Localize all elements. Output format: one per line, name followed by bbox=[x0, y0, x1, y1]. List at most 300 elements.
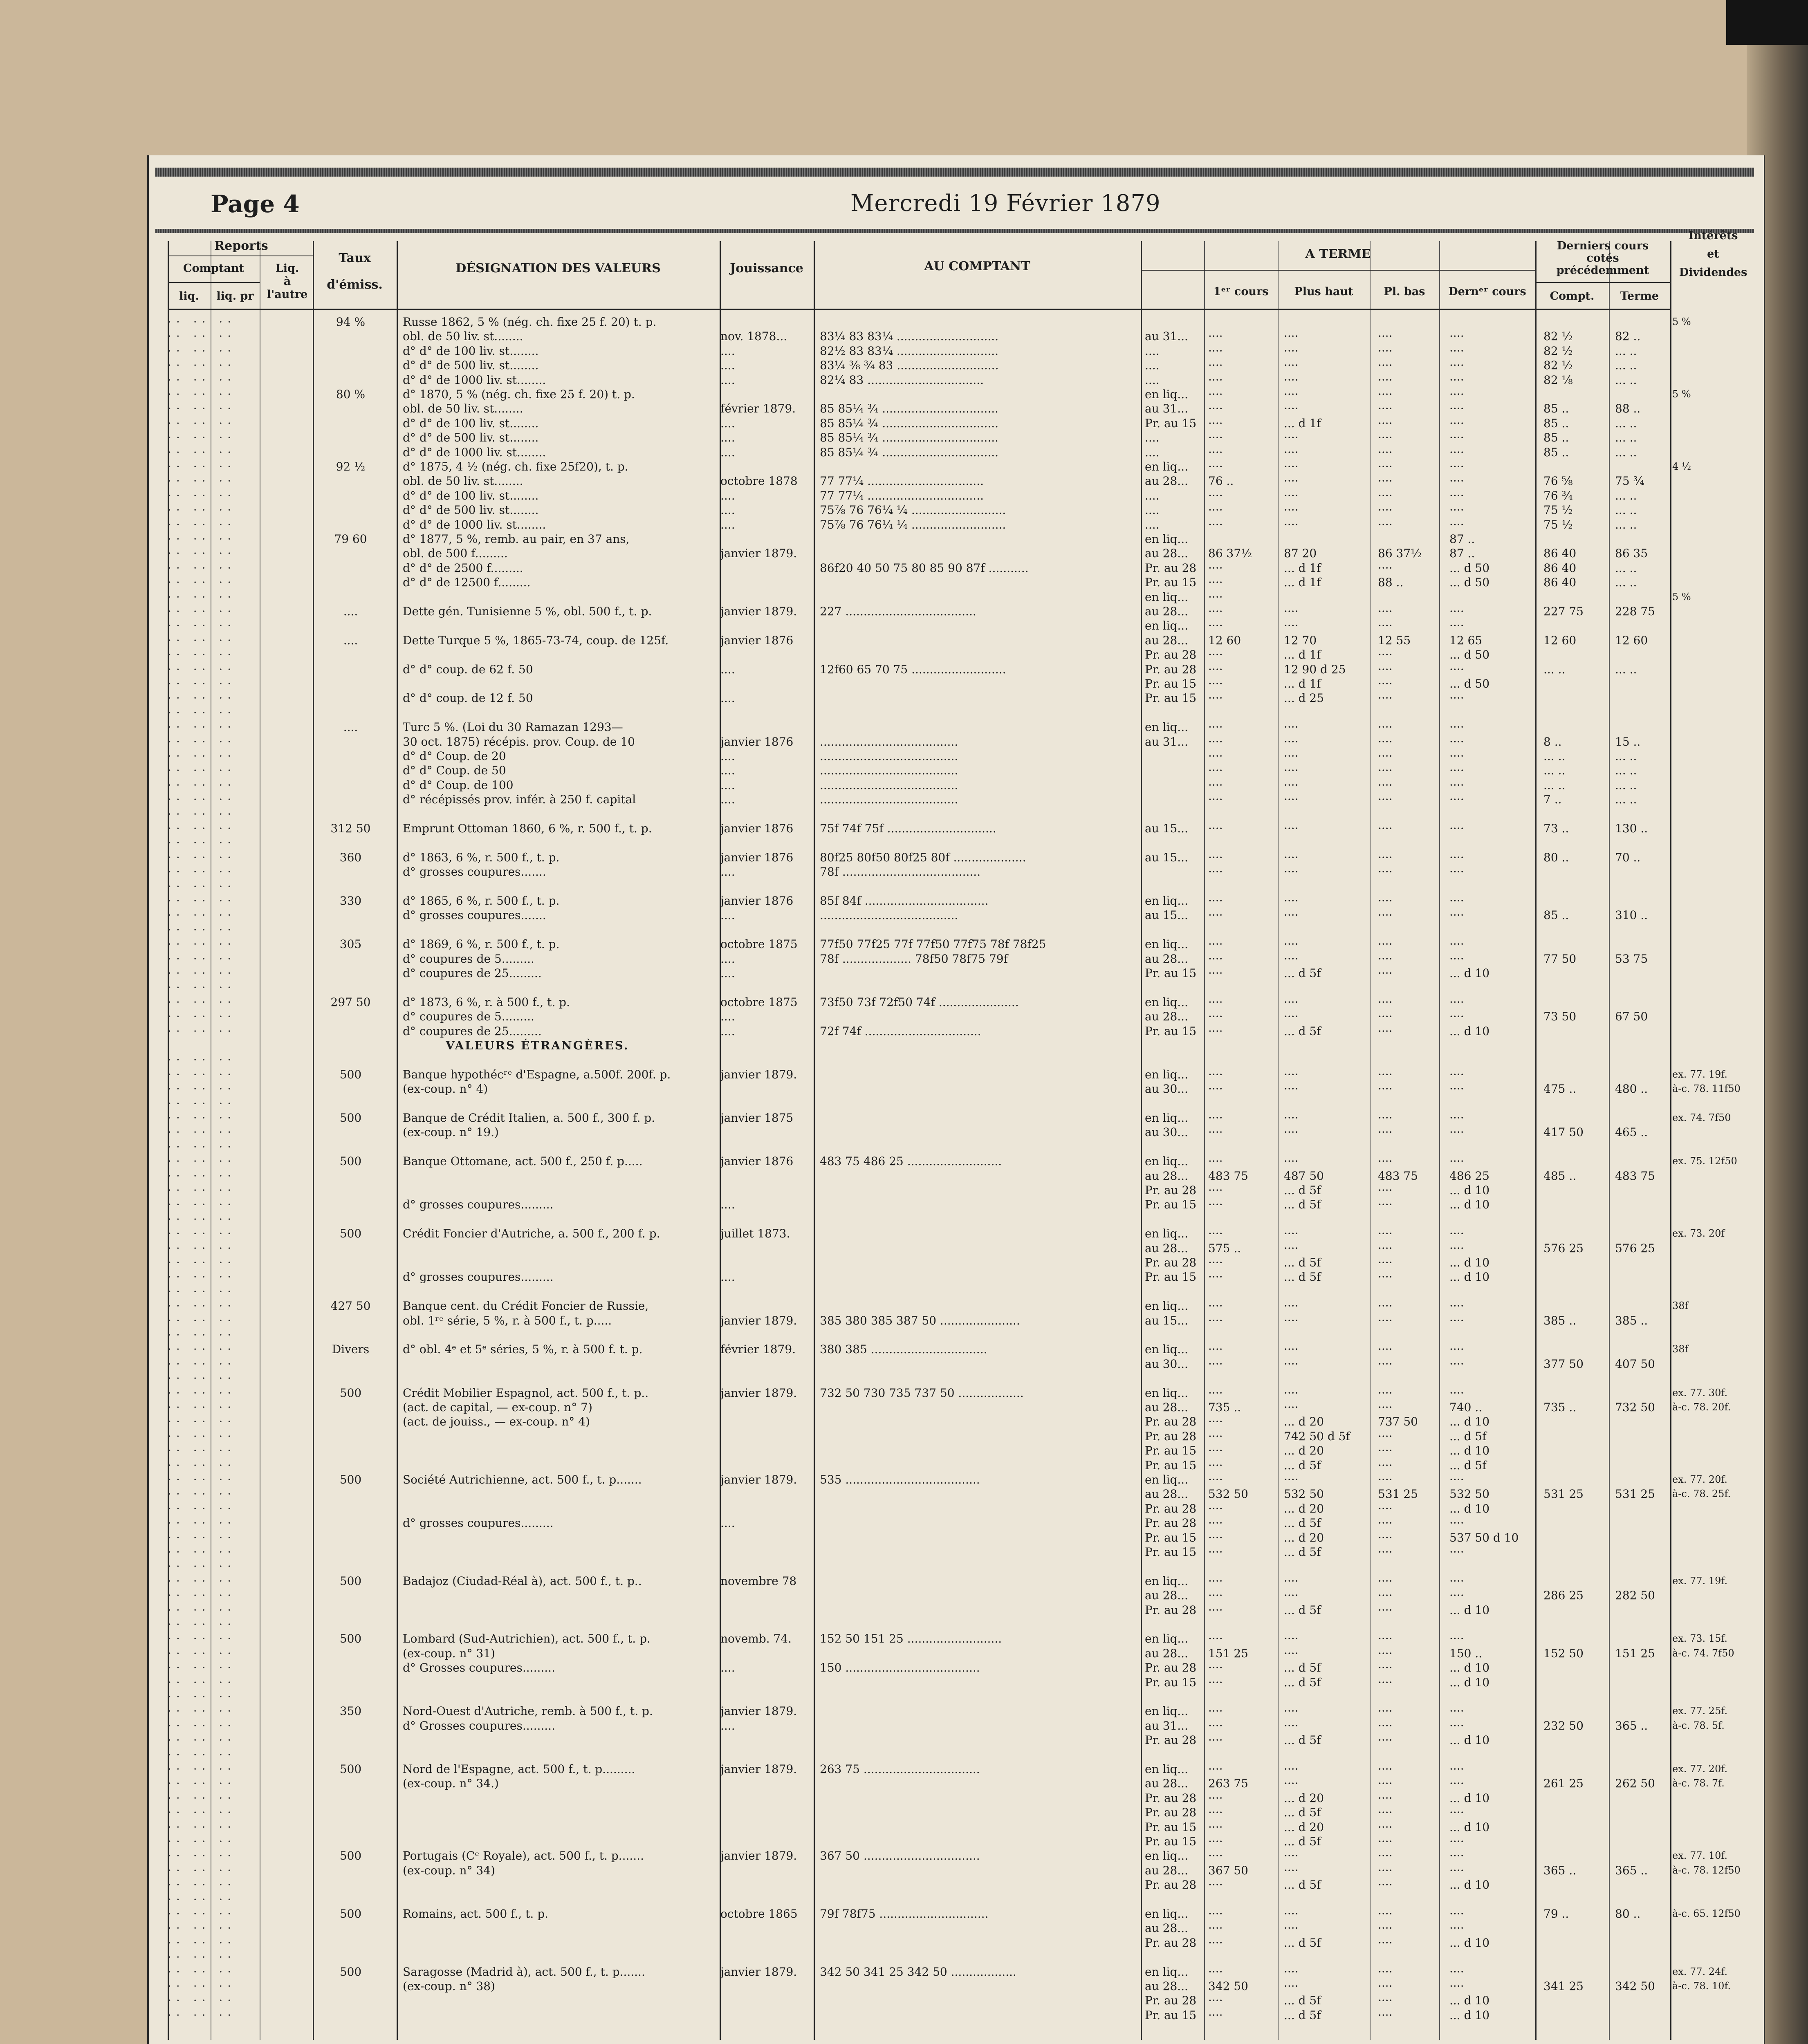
dernier-cours-cell: ···· bbox=[1449, 1704, 1464, 1718]
reports-cell: ·· ·· ·· bbox=[168, 764, 236, 778]
dernier-cours-cell: ···· bbox=[1449, 1762, 1464, 1776]
table-row bbox=[0, 1472, 1808, 1487]
table-row bbox=[0, 1892, 1808, 1907]
plus-haut-cell: ···· bbox=[1284, 894, 1299, 908]
terme-cell: 15 .. bbox=[1615, 735, 1641, 749]
dernier-cours-cell: ···· bbox=[1449, 1241, 1464, 1255]
dernier-cours-cell: ···· bbox=[1449, 503, 1464, 517]
terme-cell: 53 75 bbox=[1615, 952, 1648, 966]
plus-haut-cell: ... d 5f bbox=[1284, 1183, 1321, 1197]
terme-label-cell: Pr. au 28 bbox=[1145, 1415, 1197, 1429]
table-row bbox=[0, 1169, 1808, 1183]
premier-cours-cell: ···· bbox=[1208, 561, 1223, 575]
pl-bas-cell: ···· bbox=[1378, 1401, 1393, 1414]
reports-cell: ·· ·· ·· bbox=[168, 329, 236, 343]
page-date: Mercredi 19 Février 1879 bbox=[850, 190, 1161, 217]
reports-cell: ·· ·· ·· bbox=[168, 1284, 236, 1298]
premier-cours-cell: ···· bbox=[1208, 1632, 1223, 1646]
interets-cell: ex. 73. 15f. bbox=[1672, 1633, 1727, 1645]
taux-cell: 305 bbox=[339, 937, 362, 951]
reports-cell: ·· ·· ·· bbox=[168, 1010, 236, 1024]
dernier-cours-cell: ···· bbox=[1449, 894, 1464, 908]
table-row bbox=[0, 1719, 1808, 1733]
interets-cell: ex. 73. 20f bbox=[1672, 1228, 1725, 1239]
dernier-cours-cell: ···· bbox=[1449, 735, 1464, 749]
dernier-cours-cell: ···· bbox=[1449, 1863, 1464, 1877]
taux-cell: 500 bbox=[339, 1762, 362, 1776]
designation-cell: d° grosses coupures......... bbox=[403, 1516, 554, 1530]
designation-cell: obl. de 50 liv. st........ bbox=[403, 329, 523, 343]
terme-cell: ... .. bbox=[1615, 561, 1637, 575]
terme-cell: 82 .. bbox=[1615, 329, 1641, 343]
jouissance-cell: octobre 1865 bbox=[720, 1907, 798, 1921]
terme-label-cell: en liq... bbox=[1145, 1111, 1189, 1125]
dernier-cours-cell: 12 65 bbox=[1449, 633, 1483, 647]
designation-cell: Banque cent. du Crédit Foncier de Russie, bbox=[403, 1299, 649, 1313]
terme-cell: ... .. bbox=[1615, 373, 1637, 387]
table-row bbox=[0, 1849, 1808, 1863]
table-row bbox=[0, 1255, 1808, 1270]
pl-bas-cell: ···· bbox=[1378, 1299, 1393, 1313]
table-row bbox=[0, 1661, 1808, 1675]
table-row bbox=[0, 879, 1808, 894]
terme-label-cell: Pr. au 15 bbox=[1145, 1675, 1197, 1689]
taux-cell: Divers bbox=[332, 1342, 370, 1356]
plus-haut-cell: ... d 5f bbox=[1284, 1806, 1321, 1820]
dernier-cours-cell: ···· bbox=[1449, 1111, 1464, 1125]
premier-cours-cell: ···· bbox=[1208, 388, 1223, 401]
taux-cell: 500 bbox=[339, 1574, 362, 1588]
terme-label-cell: au 28... bbox=[1145, 1979, 1188, 1993]
compt-cell: 475 .. bbox=[1543, 1082, 1577, 1096]
terme-label-cell: en liq... bbox=[1145, 937, 1189, 951]
jouissance-cell: janvier 1876 bbox=[720, 894, 794, 908]
reports-cell: ·· ·· ·· bbox=[168, 1979, 236, 1993]
table-row bbox=[0, 1588, 1808, 1602]
pl-bas-cell: ···· bbox=[1378, 1473, 1393, 1486]
table-row bbox=[0, 1125, 1808, 1139]
dernier-cours-cell: ... d 10 bbox=[1449, 1994, 1490, 2008]
terme-label-cell: au 28... bbox=[1145, 1777, 1188, 1791]
dernier-cours-cell: ... d 10 bbox=[1449, 1444, 1490, 1458]
compt-cell: 79 .. bbox=[1543, 1907, 1569, 1921]
terme-label-cell: au 28... bbox=[1145, 1169, 1188, 1183]
designation-cell: d° 1869, 6 %, r. 500 f., t. p. bbox=[403, 937, 560, 951]
compt-cell: 76 ¾ bbox=[1543, 489, 1573, 502]
interets-cell: ex. 75. 12f50 bbox=[1672, 1155, 1737, 1167]
dernier-cours-cell: ···· bbox=[1449, 1125, 1464, 1139]
table-row bbox=[0, 749, 1808, 763]
premier-cours-cell: ···· bbox=[1208, 937, 1223, 951]
compt-cell: 77 50 bbox=[1543, 952, 1577, 966]
dernier-cours-cell: ... d 10 bbox=[1449, 1024, 1490, 1038]
plus-haut-cell: ... d 20 bbox=[1284, 1791, 1324, 1805]
pl-bas-cell: ···· bbox=[1378, 445, 1393, 459]
reports-cell: ·· ·· ·· bbox=[168, 1183, 236, 1197]
reports-cell: ·· ·· ·· bbox=[168, 1878, 236, 1892]
premier-cours-cell: ···· bbox=[1208, 329, 1223, 343]
designation-cell: Emprunt Ottoman 1860, 6 %, r. 500 f., t. p. bbox=[403, 822, 652, 835]
premier-cours-cell: ···· bbox=[1208, 1675, 1223, 1689]
table-row bbox=[0, 1559, 1808, 1573]
comptant-cell: ...................................... bbox=[820, 908, 958, 922]
terme-cell: 88 .. bbox=[1615, 402, 1641, 416]
reports-cell: ·· ·· ·· bbox=[168, 648, 236, 662]
pl-bas-cell: ···· bbox=[1378, 1849, 1393, 1863]
terme-cell: ... .. bbox=[1615, 503, 1637, 517]
designation-cell: d° d° de 1000 liv. st........ bbox=[403, 373, 546, 387]
dernier-cours-cell: ···· bbox=[1449, 1154, 1464, 1168]
reports-cell: ·· ·· ·· bbox=[168, 807, 236, 821]
reports-cell: ·· ·· ·· bbox=[168, 1806, 236, 1820]
designation-cell: (act. de capital, — ex-coup. n° 7) bbox=[403, 1401, 592, 1414]
premier-cours-cell: ···· bbox=[1208, 1603, 1223, 1617]
reports-cell: ·· ·· ·· bbox=[168, 1603, 236, 1617]
designation-cell: d° 1863, 6 %, r. 500 f., t. p. bbox=[403, 850, 560, 864]
comptant-cell: 12f60 65 70 75 .......................... bbox=[820, 662, 1006, 676]
reports-cell: ·· ·· ·· bbox=[168, 431, 236, 445]
dernier-cours-cell: 150 .. bbox=[1449, 1646, 1483, 1660]
pl-bas-cell: ···· bbox=[1378, 662, 1393, 676]
jouissance-cell: .... bbox=[720, 1270, 735, 1284]
plus-haut-cell: ···· bbox=[1284, 1646, 1299, 1660]
plus-haut-cell: ···· bbox=[1284, 1965, 1299, 1979]
dernier-cours-cell: ···· bbox=[1449, 908, 1464, 922]
terme-cell: ... .. bbox=[1615, 445, 1637, 459]
jouissance-cell: .... bbox=[720, 416, 735, 430]
table-row bbox=[0, 1502, 1808, 1516]
reports-cell: ·· ·· ·· bbox=[168, 1444, 236, 1458]
reports-cell: ·· ·· ·· bbox=[168, 445, 236, 459]
pl-bas-cell: ···· bbox=[1378, 359, 1393, 372]
jouissance-cell: janvier 1876 bbox=[720, 822, 794, 835]
terme-label-cell: .... bbox=[1145, 359, 1160, 372]
reports-cell: ·· ·· ·· bbox=[168, 1589, 236, 1602]
reports-cell: ·· ·· ·· bbox=[168, 1096, 236, 1110]
dernier-cours-cell: ···· bbox=[1449, 1979, 1464, 1993]
reports-cell: ·· ·· ·· bbox=[168, 1936, 236, 1950]
pl-bas-cell: 12 55 bbox=[1378, 633, 1411, 647]
premier-cours-cell: 86 37½ bbox=[1208, 547, 1252, 560]
premier-cours-cell: ···· bbox=[1208, 1198, 1223, 1212]
terme-cell: ... .. bbox=[1615, 749, 1637, 763]
table-row bbox=[0, 1024, 1808, 1038]
terme-cell: ... .. bbox=[1615, 778, 1637, 792]
table-row bbox=[0, 1965, 1808, 1979]
plus-haut-cell: ···· bbox=[1284, 1313, 1299, 1327]
table-row bbox=[0, 1212, 1808, 1226]
taux-cell: .... bbox=[343, 605, 358, 618]
taux-cell: 297 50 bbox=[330, 995, 371, 1009]
designation-cell: d° d° coup. de 12 f. 50 bbox=[403, 691, 533, 705]
table-row bbox=[0, 1328, 1808, 1342]
terme-label-cell: Pr. au 15 bbox=[1145, 1820, 1197, 1834]
plus-haut-cell: ... d 20 bbox=[1284, 1415, 1324, 1429]
pl-bas-cell: ···· bbox=[1378, 1198, 1393, 1212]
designation-cell: Russe 1862, 5 % (nég. ch. fixe 25 f. 20) t. p. bbox=[403, 315, 657, 329]
reports-cell: ·· ·· ·· bbox=[168, 315, 236, 329]
terme-cell: 465 .. bbox=[1615, 1125, 1648, 1139]
plus-haut-cell: ···· bbox=[1284, 431, 1299, 445]
comptant-cell: 483 75 486 25 .......................... bbox=[820, 1154, 1002, 1168]
reports-cell: ·· ·· ·· bbox=[168, 605, 236, 618]
pl-bas-cell: ···· bbox=[1378, 619, 1393, 633]
premier-cours-cell: ···· bbox=[1208, 1125, 1223, 1139]
dernier-cours-cell: ···· bbox=[1449, 937, 1464, 951]
dernier-cours-cell: ... d 50 bbox=[1449, 576, 1490, 589]
comptant-cell: 385 380 385 387 50 ...................... bbox=[820, 1313, 1020, 1327]
designation-cell: Banque de Crédit Italien, a. 500 f., 300 f. p. bbox=[403, 1111, 655, 1125]
designation-cell: d° d° de 1000 liv. st........ bbox=[403, 518, 546, 531]
dernier-cours-cell: ···· bbox=[1449, 1010, 1464, 1024]
terme-label-cell: Pr. au 28 bbox=[1145, 662, 1197, 676]
interets-cell: ex. 77. 20f. bbox=[1672, 1474, 1727, 1485]
terme-label-cell: en liq... bbox=[1145, 1849, 1189, 1863]
dernier-cours-cell: ... d 10 bbox=[1449, 1183, 1490, 1197]
section-title-row bbox=[0, 1038, 1808, 1053]
reports-cell: ·· ·· ·· bbox=[168, 1415, 236, 1429]
comptant-cell: 152 50 151 25 .......................... bbox=[820, 1632, 1002, 1646]
pl-bas-cell: ···· bbox=[1378, 1719, 1393, 1732]
jouissance-cell: .... bbox=[720, 662, 735, 676]
plus-haut-cell: ···· bbox=[1284, 908, 1299, 922]
dernier-cours-cell: ···· bbox=[1449, 1067, 1464, 1081]
plus-haut-cell: ... d 5f bbox=[1284, 1733, 1321, 1747]
plus-haut-cell: 487 50 bbox=[1284, 1169, 1324, 1183]
terme-cell: 282 50 bbox=[1615, 1589, 1655, 1602]
terme-label-cell: au 31... bbox=[1145, 1719, 1188, 1732]
reports-cell: ·· ·· ·· bbox=[168, 1661, 236, 1675]
designation-cell: Banque hypothécʳᵉ d'Espagne, a.500f. 200f. p. bbox=[403, 1067, 671, 1081]
terme-label-cell: en liq... bbox=[1145, 894, 1189, 908]
plus-haut-cell: ···· bbox=[1284, 822, 1299, 835]
plus-haut-cell: ···· bbox=[1284, 402, 1299, 416]
reports-cell: ·· ·· ·· bbox=[168, 489, 236, 502]
terme-cell: 480 .. bbox=[1615, 1082, 1648, 1096]
pl-bas-cell: ···· bbox=[1378, 937, 1393, 951]
compt-cell: 341 25 bbox=[1543, 1979, 1584, 1993]
dernier-cours-cell: ···· bbox=[1449, 329, 1464, 343]
pl-bas-cell: ···· bbox=[1378, 764, 1393, 778]
reports-cell: ·· ·· ·· bbox=[168, 836, 236, 850]
premier-cours-cell: ···· bbox=[1208, 2008, 1223, 2022]
premier-cours-cell: ···· bbox=[1208, 1227, 1223, 1241]
comptant-cell: 263 75 ................................ bbox=[820, 1762, 980, 1776]
comptant-cell: 86f20 40 50 75 80 85 90 87f ........... bbox=[820, 561, 1029, 575]
pl-bas-cell: ···· bbox=[1378, 1125, 1393, 1139]
table-row bbox=[0, 792, 1808, 807]
terme-cell: 151 25 bbox=[1615, 1646, 1655, 1660]
terme-label-cell: Pr. au 28 bbox=[1145, 1502, 1197, 1515]
jouissance-cell: .... bbox=[720, 373, 735, 387]
plus-haut-cell: ... d 20 bbox=[1284, 1820, 1324, 1834]
col-cotes: cotés bbox=[1586, 252, 1619, 264]
comptant-cell: 342 50 341 25 342 50 .................. bbox=[820, 1965, 1016, 1979]
terme-label-cell: en liq... bbox=[1145, 532, 1189, 546]
plus-haut-cell: 12 90 d 25 bbox=[1284, 662, 1346, 676]
pl-bas-cell: ···· bbox=[1378, 561, 1393, 575]
comptant-cell: ...................................... bbox=[820, 735, 958, 749]
pl-bas-cell: ···· bbox=[1378, 1661, 1393, 1675]
reports-cell: ·· ·· ·· bbox=[168, 547, 236, 560]
dernier-cours-cell: ···· bbox=[1449, 431, 1464, 445]
terme-label-cell: Pr. au 28 bbox=[1145, 1256, 1197, 1269]
premier-cours-cell: ···· bbox=[1208, 720, 1223, 734]
pl-bas-cell: ···· bbox=[1378, 1444, 1393, 1458]
premier-cours-cell: ···· bbox=[1208, 445, 1223, 459]
reports-cell: ·· ·· ·· bbox=[168, 1299, 236, 1313]
premier-cours-cell: ···· bbox=[1208, 865, 1223, 879]
comptant-cell: ...................................... bbox=[820, 778, 958, 792]
dernier-cours-cell: ···· bbox=[1449, 388, 1464, 401]
premier-cours-cell: ···· bbox=[1208, 749, 1223, 763]
reports-cell: ·· ·· ·· bbox=[168, 720, 236, 734]
reports-cell: ·· ·· ·· bbox=[168, 503, 236, 517]
compt-cell: 75 ½ bbox=[1543, 518, 1573, 531]
designation-cell: d° d° de 1000 liv. st........ bbox=[403, 445, 546, 459]
jouissance-cell: .... bbox=[720, 1516, 735, 1530]
plus-haut-cell: ···· bbox=[1284, 952, 1299, 966]
reports-cell: ·· ·· ·· bbox=[168, 1675, 236, 1689]
table-row bbox=[0, 1226, 1808, 1241]
plus-haut-cell: ···· bbox=[1284, 735, 1299, 749]
plus-haut-cell: ... d 20 bbox=[1284, 1502, 1324, 1515]
terme-label-cell: Pr. au 28 bbox=[1145, 648, 1197, 662]
comptant-cell: 78f ................... 78f50 78f75 79f bbox=[820, 952, 1008, 966]
table-row bbox=[0, 807, 1808, 821]
pl-bas-cell: ···· bbox=[1378, 605, 1393, 618]
table-row bbox=[0, 1748, 1808, 1762]
premier-cours-cell: ···· bbox=[1208, 518, 1223, 531]
terme-cell: 228 75 bbox=[1615, 605, 1655, 618]
interets-cell: à-c. 78. 10f. bbox=[1672, 1980, 1731, 1992]
table-row bbox=[0, 459, 1808, 474]
taux-cell: 500 bbox=[339, 1111, 362, 1125]
terme-label-cell: au 30... bbox=[1145, 1125, 1188, 1139]
table-row bbox=[0, 1342, 1808, 1356]
designation-cell: d° Grosses coupures......... bbox=[403, 1719, 555, 1732]
taux-cell: 500 bbox=[339, 1965, 362, 1979]
plus-haut-cell: ···· bbox=[1284, 1574, 1299, 1588]
jouissance-cell: janvier 1876 bbox=[720, 850, 794, 864]
jouissance-cell: novemb. 74. bbox=[720, 1632, 792, 1646]
premier-cours-cell: ···· bbox=[1208, 1994, 1223, 2008]
reports-cell: ·· ·· ·· bbox=[168, 1125, 236, 1139]
premier-cours-cell: ···· bbox=[1208, 373, 1223, 387]
table-row bbox=[0, 1733, 1808, 1747]
jouissance-cell: octobre 1875 bbox=[720, 937, 798, 951]
jouissance-cell: .... bbox=[720, 445, 735, 459]
dernier-cours-cell: ···· bbox=[1449, 1342, 1464, 1356]
terme-label-cell: au 30... bbox=[1145, 1082, 1188, 1096]
dernier-cours-cell: ... d 5f bbox=[1449, 1458, 1487, 1472]
premier-cours-cell: ···· bbox=[1208, 431, 1223, 445]
terme-label-cell: au 28... bbox=[1145, 474, 1188, 488]
designation-cell: Badajoz (Ciudad-Réal à), act. 500 f., t. p.. bbox=[403, 1574, 642, 1588]
reports-cell: ·· ·· ·· bbox=[168, 402, 236, 416]
jouissance-cell: janvier 1879. bbox=[720, 1704, 797, 1718]
terme-cell: 365 .. bbox=[1615, 1863, 1648, 1877]
plus-haut-cell: ···· bbox=[1284, 619, 1299, 633]
premier-cours-cell: ···· bbox=[1208, 1458, 1223, 1472]
reports-cell: ·· ·· ·· bbox=[168, 619, 236, 633]
reports-cell: ·· ·· ·· bbox=[168, 1053, 236, 1067]
table-row bbox=[0, 329, 1808, 343]
premier-cours-cell: ···· bbox=[1208, 677, 1223, 690]
premier-cours-cell: ···· bbox=[1208, 1357, 1223, 1371]
pl-bas-cell: ···· bbox=[1378, 1458, 1393, 1472]
plus-haut-cell: ···· bbox=[1284, 518, 1299, 531]
compt-cell: 75 ½ bbox=[1543, 503, 1573, 517]
comptant-cell: 77 77¼ ................................ bbox=[820, 489, 984, 502]
reports-cell: ·· ·· ·· bbox=[168, 1487, 236, 1501]
compt-cell: 8 .. bbox=[1543, 735, 1562, 749]
compt-cell: 377 50 bbox=[1543, 1357, 1584, 1371]
premier-cours-cell: ···· bbox=[1208, 1936, 1223, 1950]
reports-cell: ·· ·· ·· bbox=[168, 865, 236, 879]
reports-cell: ·· ·· ·· bbox=[168, 1328, 236, 1342]
plus-haut-cell: ···· bbox=[1284, 1111, 1299, 1125]
plus-haut-cell: ···· bbox=[1284, 1907, 1299, 1921]
terme-label-cell: Pr. au 28 bbox=[1145, 561, 1197, 575]
plus-haut-cell: ... d 5f bbox=[1284, 1198, 1321, 1212]
terme-label-cell: Pr. au 15 bbox=[1145, 576, 1197, 589]
pl-bas-cell: ···· bbox=[1378, 518, 1393, 531]
reports-cell: ·· ·· ·· bbox=[168, 1690, 236, 1703]
plus-haut-cell: ···· bbox=[1284, 1125, 1299, 1139]
terme-label-cell: Pr. au 15 bbox=[1145, 416, 1197, 430]
premier-cours-cell: ···· bbox=[1208, 1270, 1223, 1284]
terme-label-cell: .... bbox=[1145, 344, 1160, 358]
designation-cell: d° d° de 100 liv. st........ bbox=[403, 489, 539, 502]
premier-cours-cell: ···· bbox=[1208, 359, 1223, 372]
designation-cell: (ex-coup. n° 31) bbox=[403, 1646, 496, 1660]
interets-cell: 5 % bbox=[1672, 316, 1691, 327]
taux-cell: 500 bbox=[339, 1386, 362, 1400]
table-row bbox=[0, 1762, 1808, 1776]
premier-cours-cell: ···· bbox=[1208, 1386, 1223, 1400]
reports-cell: ·· ·· ·· bbox=[168, 416, 236, 430]
taux-cell: 500 bbox=[339, 1473, 362, 1486]
comptant-cell: 73f50 73f 72f50 74f ...................... bbox=[820, 995, 1019, 1009]
compt-cell: 80 .. bbox=[1543, 850, 1569, 864]
taux-cell: 500 bbox=[339, 1849, 362, 1863]
terme-label-cell: Pr. au 15 bbox=[1145, 1531, 1197, 1544]
reports-cell: ·· ·· ·· bbox=[168, 1212, 236, 1226]
premier-cours-cell: ···· bbox=[1208, 850, 1223, 864]
premier-cours-cell: 12 60 bbox=[1208, 633, 1241, 647]
designation-cell: d° grosses coupures......... bbox=[403, 1198, 554, 1212]
dernier-cours-cell: ···· bbox=[1449, 1299, 1464, 1313]
comptant-cell: 85 85¼ ¾ ................................ bbox=[820, 445, 999, 459]
dernier-cours-cell: ···· bbox=[1449, 749, 1464, 763]
designation-cell: Lombard (Sud-Autrichien), act. 500 f., t. p. bbox=[403, 1632, 651, 1646]
terme-cell: 262 50 bbox=[1615, 1777, 1655, 1791]
top-border-rule bbox=[155, 168, 1754, 177]
col-interets: Intérêts bbox=[1688, 229, 1738, 242]
table-row bbox=[0, 561, 1808, 575]
plus-haut-cell: ···· bbox=[1284, 1299, 1299, 1313]
reports-cell: ·· ·· ·· bbox=[168, 1835, 236, 1848]
premier-cours-cell: ···· bbox=[1208, 1082, 1223, 1096]
plus-haut-cell: ···· bbox=[1284, 1154, 1299, 1168]
dernier-cours-cell: ... d 10 bbox=[1449, 1675, 1490, 1689]
dernier-cours-cell: 740 .. bbox=[1449, 1401, 1483, 1414]
plus-haut-cell: ... d 5f bbox=[1284, 1936, 1321, 1950]
taux-cell: .... bbox=[343, 633, 358, 647]
designation-cell: (ex-coup. n° 38) bbox=[403, 1979, 496, 1993]
plus-haut-cell: ···· bbox=[1284, 1979, 1299, 1993]
